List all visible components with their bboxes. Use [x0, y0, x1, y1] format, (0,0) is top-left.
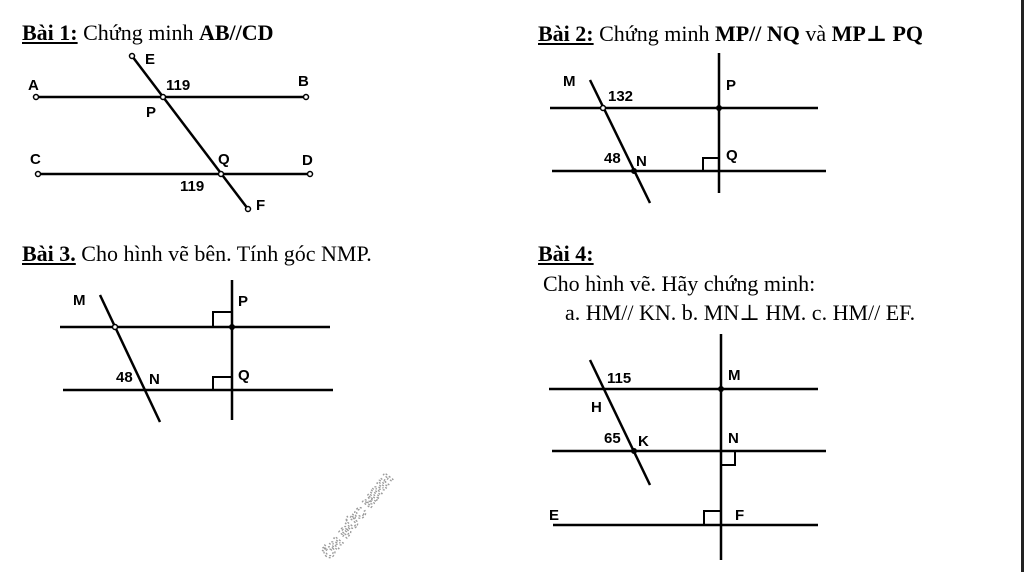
fig1-point-c — [36, 172, 41, 177]
fig2-label-n: N — [636, 153, 647, 170]
fig1-point-b — [304, 95, 309, 100]
fig4-right-angle-f — [704, 511, 721, 525]
problem-1-text: Chứng minh — [77, 20, 199, 45]
fig4-point-m — [718, 386, 724, 392]
fig3-label-m: M — [73, 292, 86, 309]
fig1-label-c: C — [30, 151, 41, 168]
fig4-point-k — [631, 448, 637, 454]
problem-2-label: Bài 2: — [538, 21, 594, 46]
fig4-label-m: M — [728, 367, 741, 384]
problem-2-text: Chứng minh — [593, 21, 715, 46]
fig3-label-q: Q — [238, 367, 250, 384]
fig1-label-f: F — [256, 197, 266, 214]
fig2-label-p: P — [726, 77, 737, 94]
problem-3-label: Bài 3. — [22, 241, 76, 266]
fig2-right-angle — [703, 158, 719, 171]
problem-2-bold-1: MP// NQ — [714, 21, 800, 46]
fig1-label-b: B — [298, 73, 309, 90]
fig3-point-p — [229, 324, 235, 330]
fig1-label-a: A — [28, 77, 39, 94]
fig4-label-n: N — [728, 430, 739, 447]
fig4-angle-1: 115 — [607, 370, 632, 387]
fig1-point-a — [34, 95, 39, 100]
problem-1-label: Bài 1: — [22, 20, 78, 45]
problem-4-line2: a. HM// KN. b. MN⊥ HM. c. HM// EF. — [565, 300, 916, 325]
fig1-point-d — [308, 172, 313, 177]
fig2-point-p — [716, 105, 722, 111]
fig1-label-p: P — [146, 104, 157, 121]
fig4-right-angle-n — [721, 451, 735, 465]
problem-3-text: Cho hình vẽ bên. Tính góc NMP. — [75, 241, 372, 266]
fig3-right-angle-p — [213, 312, 232, 327]
fig3-angle-1: 48 — [116, 369, 133, 386]
fig1-point-q — [219, 172, 224, 177]
fig3-label-n: N — [149, 371, 160, 388]
fig2-label-m: M — [563, 73, 576, 90]
fig4-label-h: H — [591, 399, 602, 416]
problem-2-middle: và — [799, 21, 832, 46]
fig1-label-e: E — [145, 51, 156, 68]
fig4-angle-2: 65 — [604, 430, 621, 447]
fig3-right-angle-q — [213, 377, 232, 390]
problem-2-bold-2: MP⊥ PQ — [831, 21, 924, 46]
fig1-point-f — [246, 207, 251, 212]
fig3-transversal — [100, 295, 160, 422]
fig1-label-d: D — [302, 152, 313, 169]
fig4-label-k: K — [638, 433, 649, 450]
fig2-angle-1: 132 — [608, 88, 634, 105]
problem-4-label: Bài 4: — [538, 241, 594, 266]
fig1-angle-2: 119 — [180, 178, 205, 195]
fig2-angle-2: 48 — [604, 150, 621, 167]
fig2-point-m — [601, 106, 606, 111]
problem-1-bold: AB//CD — [198, 20, 274, 45]
fig3-point-m — [113, 325, 118, 330]
fig1-point-p — [161, 95, 166, 100]
fig1-point-e — [130, 54, 135, 59]
fig3-label-p: P — [238, 293, 249, 310]
problem-4-line1: Cho hình vẽ. Hãy chứng minh: — [543, 271, 816, 296]
fig4-label-f: F — [735, 507, 745, 524]
fig2-label-q: Q — [726, 147, 738, 164]
fig1-angle-1: 119 — [166, 77, 191, 94]
watermark-text: ÕN ĐỨC MINH — [319, 470, 397, 563]
fig1-label-q: Q — [218, 151, 230, 168]
fig4-label-e: E — [549, 507, 560, 524]
